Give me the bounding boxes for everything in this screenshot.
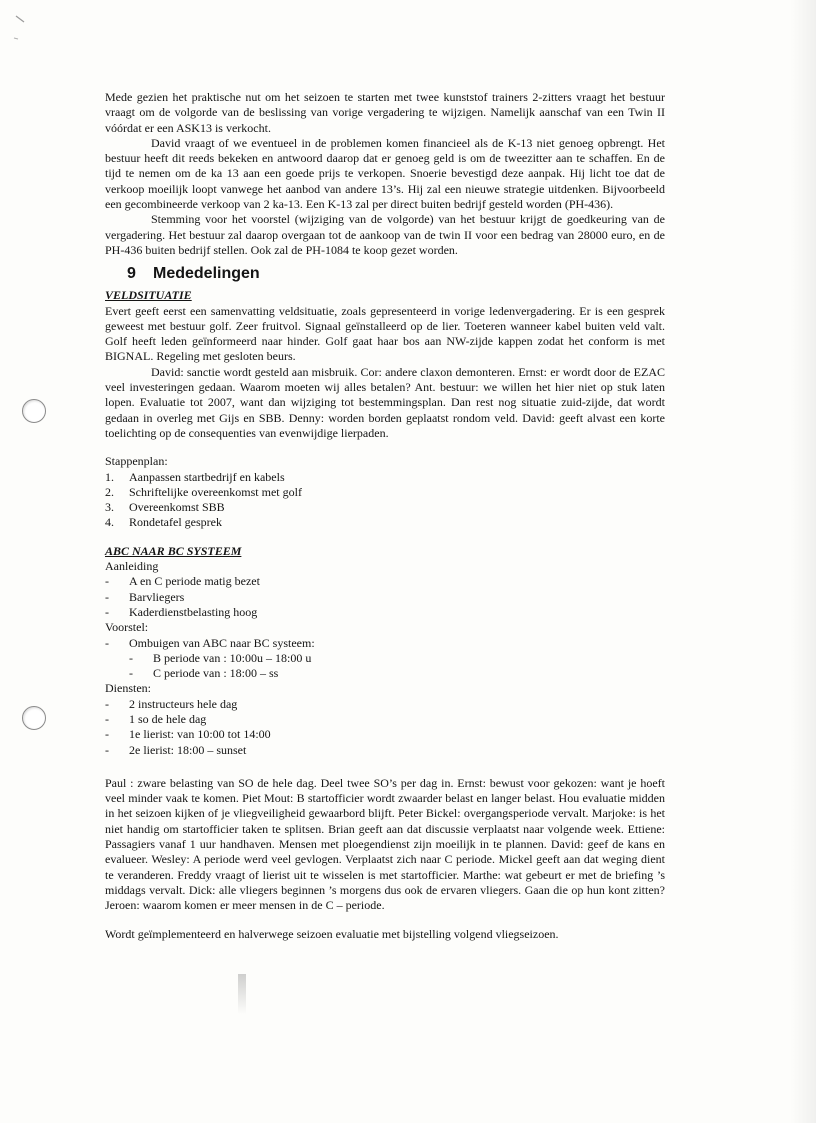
abc-conclusion-paragraph: Wordt geïmplementeerd en halverwege seizoen evaluatie met bijstelling volgend vliegseizoen.	[105, 926, 559, 941]
voorstel-list	[105, 636, 665, 682]
list-item: - C periode van : 18:00 – ss	[129, 666, 279, 681]
list-item: - 2e lierist: 18:00 – sunset	[105, 742, 247, 757]
document-body	[105, 90, 665, 942]
aanleiding-list	[105, 574, 665, 620]
abc-heading: ABC NAAR BC SYSTEEM	[105, 543, 242, 558]
abc-discussion-paragraph: Paul : zware belasting van SO de hele dag. Deel twee SO’s per dag in. Ernst: bewust voor gekozen: want je hoeft veel minder vaak te komen. Piet Mout: B startofficier wordt zwaarder belast en langer belast. Hou evaluatie midden in het seizoen kijken of je vliegveiligheid gewaarbord blijft. Peter Bickel: overgangsperiode vervalt. Marjoke: is het niet handig om startofficier taken te splitsen. Brian geeft aan dat discussie verplaatst naar volgende week. Ettiene: Passagiers vanaf 1 uur handhaven. Mensen met ploegendienst zijn moeilijk in te plannen. David: geef de kans en evalueer. Wesley: A periode werd veel gevlogen. Verplaatst zich naar C periode. Mickel geeft aan dat weging dient te veranderen. Freddy vraagt of lierist uit te wisselen is met startofficier. Marthe: wat gebeurt er met de briefing ’s middags vervalt. Dick: alle vliegers beginnen ’s morgens dus ook de ervaren vliegers. Gaan die op hun kont zitten? Jeroen: waarom komen er meer mensen in de C – periode.	[105, 775, 665, 913]
intro-paragraph-3: Stemming voor het voorstel (wijziging van de volgorde) van het bestuur krijgt de goedkeuring van de vergadering. Het bestuur zal daarop overgaan tot de aankoop van de twin II voor een bedrag van 28000 euro, en de PH-436 buiten bedrijf stellen. Ook zal de PH-1084 te koop gezet worden.	[105, 212, 665, 257]
list-item: - 1e lierist: van 10:00 tot 14:00	[105, 727, 271, 742]
list-item: 3. Overeenkomst SBB	[105, 500, 225, 515]
list-item: 4. Rondetafel gesprek	[105, 515, 222, 530]
list-item: - B periode van : 10:00u – 18:00 u	[129, 650, 312, 665]
list-item: - A en C periode matig bezet	[105, 574, 260, 589]
veld-paragraph-1: Evert geeft eerst een samenvatting veldsituatie, zoals gepresenteerd in vorige ledenvergadering. Er is een gesprek geweest met bestuur golf. Zeer fruitvol. Signaal geïnstalleerd op de lier. Toeteren wanneer kabel buiten veld valt. Golf heeft leden geïnformeerd naar hinder. Golf gaat haar bos aan NW-zijde kappen zodat het conform is met BIGNAL. Regeling met gesloten beurs.	[105, 303, 665, 364]
voorstel-label: Voorstel:	[105, 620, 149, 635]
scan-smudge	[238, 974, 246, 1014]
section-heading	[105, 264, 665, 284]
section-number: 9	[127, 265, 136, 283]
stappenplan-list	[105, 470, 665, 531]
section-title: Mededelingen	[153, 265, 260, 283]
diensten-list	[105, 697, 665, 758]
list-item: - Barvliegers	[105, 589, 185, 604]
list-item: - Ombuigen van ABC naar BC systeem:	[105, 635, 315, 650]
aanleiding-label: Aanleiding	[105, 559, 159, 574]
punch-hole-bottom	[22, 706, 46, 730]
page-edge-shadow	[790, 0, 816, 1123]
intro-paragraph-1: Mede gezien het praktische nut om het seizoen te starten met twee kunststof trainers 2-zitters vraagt het bestuur vraagt om de volgorde van de beslissing van vorige vergadering te wijzigen. Namelijk aanschaf van een Twin II vóórdat er een ASK13 is verkocht.	[105, 90, 665, 135]
veld-paragraph-2: David: sanctie wordt gesteld aan misbruik. Cor: andere claxon demonteren. Ernst: er wordt door de EZAC veel investeringen gedaan. Waarom moeten wij alles betalen? Ant. bestuur: we willen het hier niet op stuk laten lopen. Evaluatie tot 2007, want dan wijziging tot bestemmingsplan. Dan rest nog situatie zuid-zijde, dat wordt gedaan in overleg met Gijs en SBB. Denny: worden borden geplaatst rondom veld. David: geeft alvast een korte toelichting op de consequenties van evenwijdige lierpaden.	[105, 364, 665, 440]
list-item: 2. Schriftelijke overeenkomst met golf	[105, 484, 302, 499]
stappenplan-label: Stappenplan:	[105, 454, 168, 469]
diensten-label: Diensten:	[105, 681, 151, 696]
veldsituatie-heading: VELDSITUATIE	[105, 288, 192, 303]
list-item: - Kaderdienstbelasting hoog	[105, 604, 258, 619]
list-item: 1. Aanpassen startbedrijf en kabels	[105, 469, 285, 484]
punch-hole-top	[22, 399, 46, 423]
list-item: - 2 instructeurs hele dag	[105, 696, 238, 711]
corner-staple-mark-icon	[8, 8, 48, 48]
intro-paragraph-2: David vraagt of we eventueel in de problemen komen financieel als de K-13 niet genoeg opbrengt. Het bestuur heeft dit reeds bekeken en antwoord daarop dat er genoeg geld is om de tweezitter aan te schaffen. En de tijd te nemen om de ka 13 aan een goede prijs te verkopen. Snoerie bevestigd deze aanpak. Hij licht toe dat de verkoop moeilijk loopt vanwege het aanbod van andere 13’s. Hij zal een nieuwe strategie uitdenken. Bijvoorbeeld een gecombineerde verkoop van 2 ka-13. Een K-13 zal per direct buiten bedrijf gesteld worden (PH-436).	[105, 135, 665, 212]
list-item: - 1 so de hele dag	[105, 711, 207, 726]
